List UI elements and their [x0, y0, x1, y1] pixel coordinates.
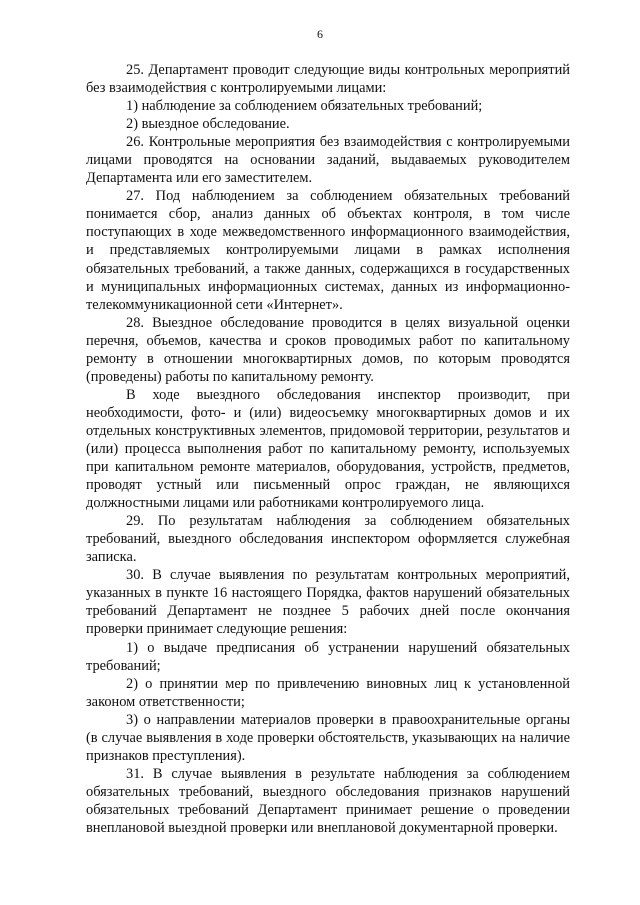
- page-number: 6: [317, 27, 323, 41]
- list-item-30-2: 2) о принятии мер по привлечению виновных лиц к установленной законом ответственности;: [86, 675, 570, 710]
- document-body: [86, 61, 570, 837]
- paragraph-28-continued: В ходе выездного обследования инспектор производит, при необходимости, фото- и (или) видеосъемку многоквартирных домов и их отдельных конструктивных элементов, придомовой территории, результатов и (или) процесса выполнения работ по капитальному ремонту, используемых при капитальном ремонте материалов, оборудования, устройств, предметов, проводят устный или письменный опрос граждан, не являющихся должностными лицами или работниками контролируемого лица.: [86, 386, 570, 512]
- paragraph-30: 30. В случае выявления по результатам контрольных мероприятий, указанных в пункте 16 настоящего Порядка, фактов нарушений обязательных требований Департамент не позднее 5 рабочих дней после окончания проверки принимает следующие решения:: [86, 567, 570, 638]
- paragraph-28: 28. Выездное обследование проводится в целях визуальной оценки перечня, объемов, качества и сроков проводимых работ по капитальному ремонту в отношении многоквартирных домов, по которым проводятся (проведены) работы по капитальному ремонту.: [86, 314, 570, 385]
- paragraph-31: 31. В случае выявления в результате наблюдения за соблюдением обязательных требований, выездного обследования признаков нарушений обязательных требований Департамент принимает решение о проведении внеплановой выездной проверки или внеплановой документарной проверки.: [86, 765, 570, 836]
- paragraph-25: 25. Департамент проводит следующие виды контрольных мероприятий без взаимодействия с контролируемыми лицами:: [86, 62, 570, 97]
- list-item-25-1: 1) наблюдение за соблюдением обязательных требований;: [126, 98, 483, 115]
- list-item-30-3: 3) о направлении материалов проверки в правоохранительные органы (в случае выявления в ходе проверки обстоятельств, указывающих на наличие признаков преступления).: [86, 711, 570, 764]
- paragraph-27: 27. Под наблюдением за соблюдением обязательных требований понимается сбор, анализ данных об объектах контроля, в том числе поступающих в ходе межведомственного информационного взаимодействия, и представляемых контролируемыми лицами в рамках исполнения обязательных требований, а также данных, содержащихся в государственных и муниципальных информационных системах, данных из информационно-телекоммуникационной сети «Интернет».: [86, 188, 570, 313]
- paragraph-26: 26. Контрольные мероприятия без взаимодействия с контролируемыми лицами проводятся на основании заданий, выдаваемых руководителем Департамента или его заместителем.: [86, 134, 570, 187]
- paragraph-29: 29. По результатам наблюдения за соблюдением обязательных требований, выездного обследования инспектором оформляется служебная записка.: [86, 513, 570, 566]
- list-item-25-2: 2) выездное обследование.: [126, 116, 290, 133]
- list-item-30-1: 1) о выдаче предписания об устранении нарушений обязательных требований;: [86, 639, 570, 674]
